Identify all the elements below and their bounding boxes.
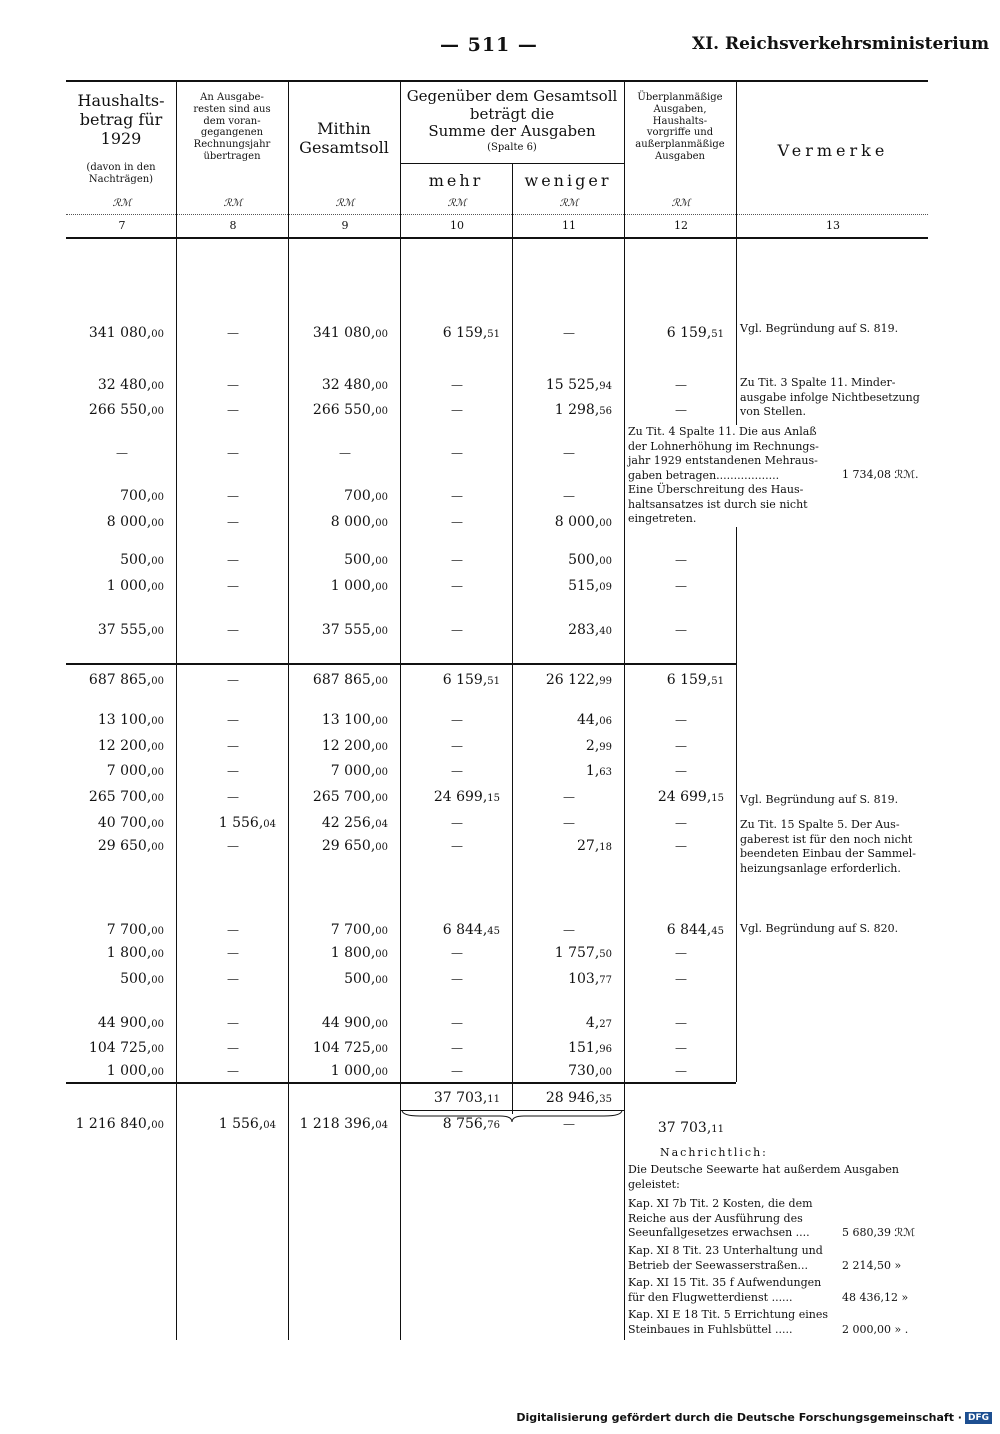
table-cell-c9: 266 550,00	[312, 402, 388, 418]
table-cell-c8: —	[227, 489, 239, 503]
table-cell-c11: —	[563, 489, 575, 503]
table-cell-c11: —	[563, 923, 575, 937]
unit-label: ℛℳ	[223, 198, 243, 209]
nachrichtlich-intro: Die Deutsche Seewarte hat außerdem Ausgaben geleistet:	[628, 1163, 899, 1191]
table-cell-c8: —	[227, 403, 239, 417]
remark-2: Zu Tit. 3 Spalte 11. Minder- ausgabe infolge Nichtbesetzung von Stellen.	[740, 376, 920, 419]
table-cell-c11: 1,63	[585, 763, 612, 779]
table-cell-c7: 13 100,00	[97, 712, 164, 728]
table-cell-c9: 687 865,00	[312, 672, 388, 688]
table-cell-c9: 42 256,04	[321, 815, 388, 831]
table-cell-c12: 6 159,51	[666, 672, 724, 688]
table-cell-c12: —	[675, 739, 687, 753]
subtotal-cell-c11: 28 946,35	[545, 1090, 612, 1106]
table-cell-c11: 4,27	[585, 1015, 612, 1031]
table-cell-c11: 500,00	[568, 552, 612, 568]
remark-5: Zu Tit. 15 Spalte 5. Der Aus- gaberest ist für den noch nicht beendeten Einbau der Sammel- heizungsanlage erforderlich.	[740, 818, 917, 875]
table-cell-c10: —	[451, 739, 463, 753]
table-cell-c11: 283,40	[568, 622, 612, 638]
table-cell-c7: 44 900,00	[97, 1015, 164, 1031]
table-cell-c11: 27,18	[577, 838, 612, 854]
table-cell-c12: —	[675, 972, 687, 986]
table-cell-c7: 7 000,00	[106, 763, 164, 779]
table-cell-c10: —	[451, 446, 463, 460]
table-cell-c12: 24 699,15	[657, 789, 724, 805]
unit-label: ℛℳ	[335, 198, 355, 209]
table-cell-c10: —	[451, 515, 463, 529]
header-col7-note: (davon in den Nachträgen)	[86, 162, 156, 185]
table-cell-c9: 104 725,00	[312, 1040, 388, 1056]
table-cell-c10: —	[451, 1041, 463, 1055]
table-cell-c11: —	[563, 816, 575, 830]
col-divider-8-9	[288, 82, 289, 1340]
nachrichtlich-amount: 2 214,50 »	[842, 1258, 902, 1272]
table-cell-c12: —	[675, 816, 687, 830]
table-cell-c7: 1 000,00	[106, 1063, 164, 1079]
table-cell-c9: 500,00	[344, 552, 388, 568]
unit-label: ℛℳ	[671, 198, 691, 209]
table-cell-c8: —	[227, 839, 239, 853]
table-cell-c9: 265 700,00	[312, 789, 388, 805]
col-divider-9-10	[400, 82, 401, 1340]
table-cell-c11: —	[563, 326, 575, 340]
table-cell-c7: 12 200,00	[97, 738, 164, 754]
table-cell-c7: 29 650,00	[97, 838, 164, 854]
column-number: 11	[562, 219, 576, 232]
table-cell-c11: 44,06	[577, 712, 612, 728]
table-cell-c9: 7 000,00	[330, 763, 388, 779]
total-cell-c12: 37 703,11	[657, 1120, 724, 1136]
table-cell-c10: —	[451, 946, 463, 960]
table-cell-c10: 6 159,51	[442, 672, 500, 688]
table-cell-c7: 1 800,00	[106, 945, 164, 961]
unit-label: ℛℳ	[447, 198, 467, 209]
table-cell-c12: —	[675, 946, 687, 960]
table-cell-c7: —	[116, 446, 128, 460]
table-cell-c9: 1 800,00	[330, 945, 388, 961]
table-cell-c8: —	[227, 515, 239, 529]
table-cell-c10: —	[451, 972, 463, 986]
table-cell-c7: 104 725,00	[88, 1040, 164, 1056]
table-cell-c10: 24 699,15	[433, 789, 500, 805]
table-cell-c10: —	[451, 816, 463, 830]
table-cell-c9: 1 000,00	[330, 578, 388, 594]
table-cell-c7: 500,00	[120, 552, 164, 568]
nachrichtlich-item: Kap. XI 15 Tit. 35 f Aufwendungen für den Flugwetterdienst ......	[628, 1276, 822, 1304]
table-cell-c9: 1 000,00	[330, 1063, 388, 1079]
remark-3-amount: 1 734,08 ℛℳ.	[842, 468, 919, 481]
table-cell-c9: 32 480,00	[321, 377, 388, 393]
table-cell-c11: 103,77	[568, 971, 612, 987]
col-divider-11-12	[624, 82, 625, 1340]
table-cell-c11: —	[563, 446, 575, 460]
table-cell-c12: —	[675, 764, 687, 778]
header-col7: Haushalts- betrag für 1929	[77, 91, 165, 148]
running-head: XI. Reichsverkehrsministerium	[692, 34, 990, 54]
table-cell-c12: 6 159,51	[666, 325, 724, 341]
table-cell-c8: —	[227, 790, 239, 804]
table-cell-c8: —	[227, 972, 239, 986]
table-cell-c12: —	[675, 579, 687, 593]
header-col10-11: Gegenüber dem Gesamtsoll beträgt die Summe der Ausgaben	[406, 87, 618, 141]
total-cell-c11: —	[563, 1117, 575, 1131]
table-cell-c7: 500,00	[120, 971, 164, 987]
table-cell-c8: —	[227, 739, 239, 753]
nachrichtlich-item: Kap. XI 8 Tit. 23 Unterhaltung und Betrieb der Seewasserstraßen...	[628, 1244, 823, 1272]
table-cell-c10: —	[451, 839, 463, 853]
nachrichtlich-title: Nachrichtlich:	[660, 1146, 768, 1159]
table-cell-c8: —	[227, 1064, 239, 1078]
table-cell-c11: —	[563, 790, 575, 804]
column-number: 12	[674, 219, 688, 232]
table-cell-c7: 32 480,00	[97, 377, 164, 393]
table-cell-c10: —	[451, 764, 463, 778]
table-cell-c9: —	[339, 446, 351, 460]
table-cell-c11: 8 000,00	[554, 514, 612, 530]
column-number: 9	[341, 219, 349, 232]
column-number: 8	[229, 219, 237, 232]
table-cell-c12: 6 844,45	[666, 922, 724, 938]
subtotal-cell-c10: 37 703,11	[433, 1090, 500, 1106]
table-cell-c7: 1 000,00	[106, 578, 164, 594]
dfg-logo: DFG	[965, 1412, 992, 1424]
table-cell-c7: 7 700,00	[106, 922, 164, 938]
table-cell-c10: 6 844,45	[442, 922, 500, 938]
table-cell-c10: —	[451, 623, 463, 637]
table-cell-c10: —	[451, 403, 463, 417]
table-cell-c10: —	[451, 713, 463, 727]
col-divider-7-8	[176, 82, 177, 1340]
table-cell-c8: —	[227, 378, 239, 392]
table-cell-c11: 1 298,56	[554, 402, 612, 418]
column-number: 10	[450, 219, 464, 232]
total-cell-c8: 1 556,04	[218, 1116, 276, 1132]
table-cell-c9: 700,00	[344, 488, 388, 504]
unit-label: ℛℳ	[559, 198, 579, 209]
remark-1: Vgl. Begründung auf S. 819.	[740, 322, 899, 335]
header-col8: An Ausgabe- resten sind aus dem voran- gegangenen Rechnungsjahr übertragen	[193, 92, 271, 162]
header-col9: Mithin Gesamtsoll	[299, 119, 389, 157]
table-cell-c10: —	[451, 553, 463, 567]
table-cell-c10: —	[451, 579, 463, 593]
table-cell-c11: 2,99	[585, 738, 612, 754]
table-cell-c7: 37 555,00	[97, 622, 164, 638]
total-cell-c9: 1 218 396,04	[299, 1116, 388, 1132]
table-cell-c8: —	[227, 764, 239, 778]
table-cell-c7: 40 700,00	[97, 815, 164, 831]
header-col13: Vermerke	[777, 141, 889, 160]
table-cell-c10: —	[451, 1064, 463, 1078]
table-cell-c7: 700,00	[120, 488, 164, 504]
col-divider-12-13	[736, 82, 737, 1082]
nachrichtlich-amount: 48 436,12 »	[842, 1290, 909, 1304]
header-bottom-rule	[66, 237, 928, 239]
header-col10: mehr	[428, 171, 484, 190]
remark-6: Vgl. Begründung auf S. 820.	[740, 922, 899, 935]
remark-3: Zu Tit. 4 Spalte 11. Die aus Anlaß der Lohnerhöhung im Rechnungs- jahr 1929 entstandenen Mehraus- gaben betragen.................. Eine Überschreitung des Haus- haltsansatzes ist durch sie nicht eingetreten.	[628, 425, 840, 527]
table-cell-c8: —	[227, 713, 239, 727]
header-col12: Überplanmäßige Ausgaben, Haushalts- vorgriffe und außerplanmäßige Ausgaben	[635, 92, 725, 162]
table-cell-c9: 500,00	[344, 971, 388, 987]
table-cell-c8: —	[227, 1016, 239, 1030]
unit-dotted-rule	[66, 214, 928, 215]
header-col11: weniger	[524, 171, 612, 190]
table-cell-c10: —	[451, 489, 463, 503]
table-cell-c9: 29 650,00	[321, 838, 388, 854]
table-cell-c8: —	[227, 946, 239, 960]
nachrichtlich-item: Kap. XI E 18 Tit. 5 Errichtung eines Steinbaues in Fuhlsbüttel .....	[628, 1308, 828, 1336]
table-cell-c7: 8 000,00	[106, 514, 164, 530]
table-cell-c8: —	[227, 1041, 239, 1055]
subsection-rule	[66, 663, 736, 665]
total-cell-c7: 1 216 840,00	[75, 1116, 164, 1132]
table-cell-c8: —	[227, 553, 239, 567]
subtotal-brace	[400, 1108, 624, 1124]
table-cell-c8: —	[227, 623, 239, 637]
table-top-rule	[66, 80, 928, 82]
table-cell-c8: —	[227, 326, 239, 340]
table-cell-c12: —	[675, 553, 687, 567]
table-cell-c10: —	[451, 1016, 463, 1030]
table-cell-c8: —	[227, 579, 239, 593]
table-cell-c10: 6 159,51	[442, 325, 500, 341]
table-cell-c11: 1 757,50	[554, 945, 612, 961]
table-cell-c8: —	[227, 923, 239, 937]
table-cell-c7: 341 080,00	[88, 325, 164, 341]
remark-4: Vgl. Begründung auf S. 819.	[740, 793, 899, 806]
column-number: 7	[118, 219, 126, 232]
nachrichtlich-amount: 5 680,39 ℛℳ	[842, 1226, 916, 1239]
table-cell-c7: 687 865,00	[88, 672, 164, 688]
table-cell-c9: 13 100,00	[321, 712, 388, 728]
table-cell-c12: —	[675, 1041, 687, 1055]
table-cell-c11: 15 525,94	[545, 377, 612, 393]
table-cell-c11: 515,09	[568, 578, 612, 594]
table-cell-c9: 12 200,00	[321, 738, 388, 754]
table-cell-c12: —	[675, 403, 687, 417]
table-cell-c12: —	[675, 623, 687, 637]
table-cell-c12: —	[675, 1064, 687, 1078]
footer-credit	[516, 1411, 992, 1424]
table-cell-c11: 26 122,99	[545, 672, 612, 688]
header-col10-11-note: (Spalte 6)	[487, 142, 537, 153]
table-cell-c8: —	[227, 446, 239, 460]
table-cell-c12: —	[675, 1016, 687, 1030]
table-cell-c12: —	[675, 378, 687, 392]
table-cell-c7: 266 550,00	[88, 402, 164, 418]
table-cell-c7: 265 700,00	[88, 789, 164, 805]
table-cell-c12: —	[675, 713, 687, 727]
table-cell-c11: 151,96	[568, 1040, 612, 1056]
footer-text: Digitalisierung gefördert durch die Deutsche Forschungsgemeinschaft ·	[516, 1411, 962, 1424]
table-cell-c12: —	[675, 839, 687, 853]
column-number: 13	[826, 219, 840, 232]
page-number: — 511 —	[440, 34, 538, 56]
sum-rule-top	[66, 1082, 736, 1084]
table-cell-c9: 44 900,00	[321, 1015, 388, 1031]
table-cell-c11: 730,00	[568, 1063, 612, 1079]
nachrichtlich-amount: 2 000,00 » .	[842, 1322, 909, 1336]
unit-label: ℛℳ	[112, 198, 132, 209]
table-cell-c9: 37 555,00	[321, 622, 388, 638]
table-cell-c9: 7 700,00	[330, 922, 388, 938]
table-cell-c8: 1 556,04	[218, 815, 276, 831]
col-divider-10-11	[512, 164, 513, 1114]
table-cell-c9: 8 000,00	[330, 514, 388, 530]
table-cell-c9: 341 080,00	[312, 325, 388, 341]
total-cell-c10: 8 756,76	[442, 1116, 500, 1132]
table-cell-c8: —	[227, 673, 239, 687]
nachrichtlich-item: Kap. XI 7b Tit. 2 Kosten, die dem Reiche aus der Ausführung des Seeunfallgesetzes erwachsen ....	[628, 1197, 813, 1240]
table-cell-c10: —	[451, 378, 463, 392]
